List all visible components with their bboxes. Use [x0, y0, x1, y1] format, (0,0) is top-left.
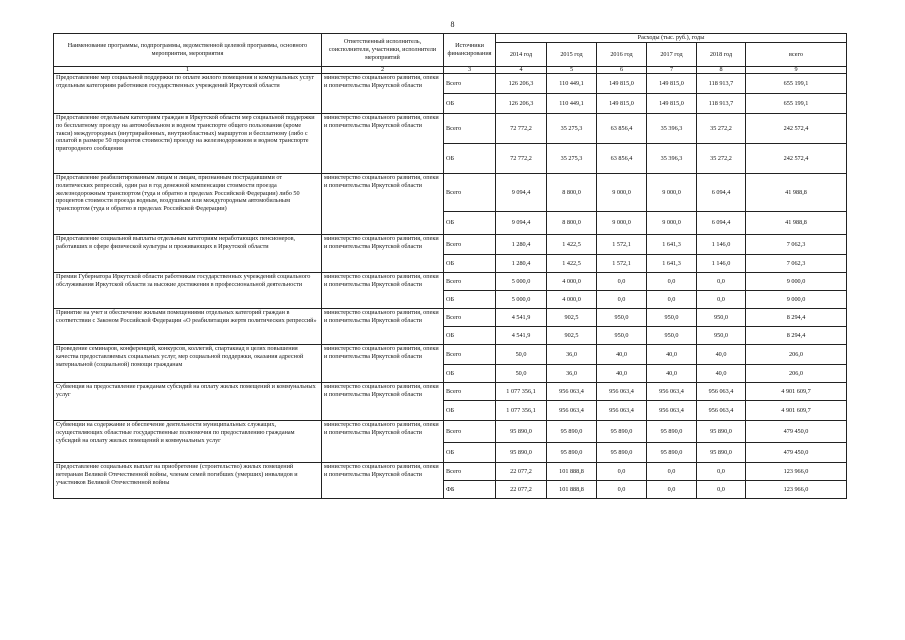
table-row — [54, 114, 847, 144]
expense-cell: 950,0 — [597, 327, 647, 345]
column-number: 4 — [496, 67, 547, 74]
executor: министерство социального развития, опеки и попечительства Иркутской области — [322, 421, 444, 463]
expense-cell: 956 063,4 — [647, 383, 697, 401]
total-cell: 41 988,8 — [746, 174, 847, 212]
expense-cell: 36,0 — [547, 365, 597, 383]
funding-source: Всего — [444, 235, 496, 255]
expense-cell: 0,0 — [647, 463, 697, 481]
funding-source: Всего — [444, 174, 496, 212]
expense-cell: 95 890,0 — [547, 421, 597, 443]
expense-cell: 40,0 — [697, 345, 746, 365]
total-cell: 41 988,8 — [746, 212, 847, 235]
expense-cell: 0,0 — [597, 481, 647, 499]
expense-cell: 950,0 — [697, 327, 746, 345]
header-year: 2015 год — [547, 43, 597, 67]
funding-source: Всего — [444, 273, 496, 291]
funding-source: Всего — [444, 383, 496, 401]
expense-cell: 40,0 — [597, 345, 647, 365]
funding-source: Всего — [444, 114, 496, 144]
expense-cell: 1 280,4 — [496, 255, 547, 273]
page-number: 8 — [450, 20, 455, 29]
executor: министерство социального развития, опеки и попечительства Иркутской области — [322, 174, 444, 235]
measure-name: Предоставление социальной выплаты отдельным категориям неработающих пенсионеров, работавших в сфере физической культуры и проживающих в Иркутской области — [54, 235, 322, 273]
expense-cell: 149 815,0 — [597, 94, 647, 114]
expense-cell: 8 800,0 — [547, 212, 597, 235]
expense-cell: 4 000,0 — [547, 273, 597, 291]
expense-cell: 950,0 — [697, 309, 746, 327]
column-number: 2 — [322, 67, 444, 74]
expense-cell: 118 913,7 — [697, 74, 746, 94]
header-year: 2018 год — [697, 43, 746, 67]
measure-name: Субвенция на предоставление гражданам субсидий на оплату жилых помещений и коммунальных услуг — [54, 383, 322, 421]
expense-cell: 902,5 — [547, 309, 597, 327]
expense-cell: 956 063,4 — [547, 401, 597, 421]
expense-cell: 0,0 — [597, 463, 647, 481]
expense-cell: 40,0 — [647, 345, 697, 365]
total-cell: 7 062,3 — [746, 235, 847, 255]
column-number: 6 — [597, 67, 647, 74]
total-cell: 9 000,0 — [746, 273, 847, 291]
header-expenses: Расходы (тыс. руб.), годы — [496, 34, 847, 43]
funding-source: ОБ — [444, 365, 496, 383]
expense-cell: 1 422,5 — [547, 235, 597, 255]
expense-cell: 956 063,4 — [647, 401, 697, 421]
total-cell: 242 572,4 — [746, 144, 847, 174]
expense-cell: 0,0 — [647, 481, 697, 499]
expense-cell: 8 800,0 — [547, 174, 597, 212]
measure-name: Премии Губернатора Иркутской области работникам государственных учреждений социального обслуживания Иркутской области за высокие достижения в профессиональной деятельности — [54, 273, 322, 309]
total-cell: 8 294,4 — [746, 327, 847, 345]
expense-cell: 1 572,1 — [597, 235, 647, 255]
funding-source: Всего — [444, 74, 496, 94]
expense-cell: 149 815,0 — [597, 74, 647, 94]
total-cell: 9 000,0 — [746, 291, 847, 309]
program-expenses-table — [53, 33, 847, 499]
total-cell: 242 572,4 — [746, 114, 847, 144]
funding-source: ОБ — [444, 144, 496, 174]
expense-cell: 35 272,2 — [697, 144, 746, 174]
expense-cell: 118 913,7 — [697, 94, 746, 114]
expense-cell: 0,0 — [697, 291, 746, 309]
total-cell: 4 901 609,7 — [746, 383, 847, 401]
expense-cell: 9 094,4 — [496, 212, 547, 235]
expense-cell: 95 890,0 — [647, 443, 697, 463]
expense-cell: 1 641,3 — [647, 255, 697, 273]
expense-cell: 950,0 — [597, 309, 647, 327]
expense-cell: 35 396,3 — [647, 114, 697, 144]
expense-cell: 126 206,3 — [496, 94, 547, 114]
expense-cell: 1 641,3 — [647, 235, 697, 255]
expense-cell: 63 856,4 — [597, 114, 647, 144]
expense-cell: 956 063,4 — [597, 383, 647, 401]
total-cell: 123 966,0 — [746, 481, 847, 499]
table-row — [54, 74, 847, 94]
header-total: всего — [746, 43, 847, 67]
expense-cell: 9 000,0 — [597, 212, 647, 235]
total-cell: 655 199,1 — [746, 74, 847, 94]
total-cell: 479 450,0 — [746, 421, 847, 443]
funding-source: ОБ — [444, 255, 496, 273]
expense-cell: 0,0 — [647, 273, 697, 291]
expense-cell: 1 146,0 — [697, 235, 746, 255]
header-executor: Ответственный исполнитель, соисполнители, участники, исполнители мероприятий — [322, 34, 444, 67]
expense-cell: 6 094,4 — [697, 174, 746, 212]
measure-name: Субвенции на содержание и обеспечение деятельности муниципальных служащих, осуществляющих областные государственные полномочия по предоставлению гражданам субсидий на оплату жилых помещений и коммунальных услуг — [54, 421, 322, 463]
expense-cell: 9 000,0 — [647, 212, 697, 235]
expense-cell: 5 000,0 — [496, 291, 547, 309]
expense-cell: 63 856,4 — [597, 144, 647, 174]
executor: министерство социального развития, опеки и попечительства Иркутской области — [322, 309, 444, 345]
expense-cell: 95 890,0 — [496, 421, 547, 443]
expense-cell: 149 815,0 — [647, 94, 697, 114]
expense-cell: 4 541,9 — [496, 327, 547, 345]
expense-cell: 149 815,0 — [647, 74, 697, 94]
executor: министерство социального развития, опеки и попечительства Иркутской области — [322, 74, 444, 114]
expense-cell: 1 280,4 — [496, 235, 547, 255]
total-cell: 206,0 — [746, 365, 847, 383]
funding-source: ОБ — [444, 291, 496, 309]
expense-cell: 9 000,0 — [597, 174, 647, 212]
header-year: 2017 год — [647, 43, 697, 67]
expense-cell: 95 890,0 — [697, 421, 746, 443]
expense-cell: 35 396,3 — [647, 144, 697, 174]
expense-cell: 101 888,8 — [547, 481, 597, 499]
table-row — [54, 273, 847, 291]
executor: министерство социального развития, опеки и попечительства Иркутской области — [322, 273, 444, 309]
expense-cell: 902,5 — [547, 327, 597, 345]
measure-name: Предоставление социальных выплат на приобретение (строительство) жилых помещений ветеранам Великой Отечественной войны, членам семей погибших (умерших) инвалидов и участников Великой Отечественной войны — [54, 463, 322, 499]
expense-cell: 0,0 — [597, 273, 647, 291]
funding-source: ФБ — [444, 481, 496, 499]
total-cell: 4 901 609,7 — [746, 401, 847, 421]
measure-name: Предоставление мер социальной поддержки по оплате жилого помещения и коммунальных услуг отдельным категориям работников государственных учреждений Иркутской области — [54, 74, 322, 114]
column-number: 8 — [697, 67, 746, 74]
expense-cell: 1 572,1 — [597, 255, 647, 273]
header-name: Наименование программы, подпрограммы, ведомственной целевой программы, основного мероприятия, мероприятия — [54, 34, 322, 67]
executor: министерство социального развития, опеки и попечительства Иркутской области — [322, 235, 444, 273]
expense-cell: 0,0 — [647, 291, 697, 309]
funding-source: Всего — [444, 309, 496, 327]
expense-cell: 950,0 — [647, 309, 697, 327]
column-number: 7 — [647, 67, 697, 74]
measure-name: Принятие на учет и обеспечение жилыми помещениями отдельных категорий граждан в соответствии с Законом Российской Федерации «О реабилитации жертв политических репрессий» — [54, 309, 322, 345]
expense-cell: 9 000,0 — [647, 174, 697, 212]
expense-cell: 950,0 — [647, 327, 697, 345]
expense-cell: 40,0 — [647, 365, 697, 383]
expense-cell: 72 772,2 — [496, 144, 547, 174]
table-row — [54, 235, 847, 255]
expense-cell: 1 077 356,1 — [496, 383, 547, 401]
table-row — [54, 345, 847, 365]
executor: министерство социального развития, опеки и попечительства Иркутской области — [322, 383, 444, 421]
executor: министерство социального развития, опеки и попечительства Иркутской области — [322, 114, 444, 174]
table-row — [54, 383, 847, 401]
expense-cell: 50,0 — [496, 365, 547, 383]
expense-cell: 126 206,3 — [496, 74, 547, 94]
expense-cell: 95 890,0 — [547, 443, 597, 463]
table-row — [54, 309, 847, 327]
funding-source: Всего — [444, 345, 496, 365]
expense-cell: 95 890,0 — [647, 421, 697, 443]
expense-cell: 956 063,4 — [697, 383, 746, 401]
expense-cell: 72 772,2 — [496, 114, 547, 144]
expense-cell: 956 063,4 — [697, 401, 746, 421]
expense-cell: 1 146,0 — [697, 255, 746, 273]
table-row — [54, 463, 847, 481]
measure-name: Предоставление отдельным категориям граждан в Иркутской области мер социальной поддержки по бесплатному проезду на автомобильном и водном транспорте общего пользования (кроме такси) междугородных (внутрирайонных, внутриобластных) маршрутов и бесплатному (либо с оплатой в размере 50 процентов стоимости) проезду на железнодорожном и водном транспорте пригородного сообщения — [54, 114, 322, 174]
funding-source: ОБ — [444, 443, 496, 463]
expense-cell: 956 063,4 — [597, 401, 647, 421]
funding-source: Всего — [444, 463, 496, 481]
expense-cell: 110 449,1 — [547, 94, 597, 114]
expense-cell: 22 077,2 — [496, 463, 547, 481]
column-number-row — [54, 67, 847, 74]
expense-cell: 4 000,0 — [547, 291, 597, 309]
expense-cell: 101 888,8 — [547, 463, 597, 481]
expense-cell: 0,0 — [697, 463, 746, 481]
expense-cell: 1 422,5 — [547, 255, 597, 273]
expense-cell: 0,0 — [697, 273, 746, 291]
expense-cell: 95 890,0 — [697, 443, 746, 463]
header-year: 2016 год — [597, 43, 647, 67]
expense-cell: 5 000,0 — [496, 273, 547, 291]
table-row — [54, 421, 847, 443]
expense-cell: 35 275,3 — [547, 144, 597, 174]
measure-name: Предоставление реабилитированным лицам и лицам, признанным пострадавшими от политических репрессий, один раз в год денежной компенсации стоимости проезда железнодорожным транспортом (туда и обратно в пределах Российской Федерации) либо 50 процентов стоимости проезда водным, воздушным или междугородным автомобильным транспортом (туда и обратно в пределах Российской Федерации) — [54, 174, 322, 235]
expense-cell: 35 275,3 — [547, 114, 597, 144]
expense-cell: 22 077,2 — [496, 481, 547, 499]
header-year: 2014 год — [496, 43, 547, 67]
measure-name: Проведение семинаров, конференций, конкурсов, коллегий, спартакиад в целях повышения качества предоставляемых социальных услуг, мер социальной поддержки, оказания адресной материальной (социальной) помощи гражданам — [54, 345, 322, 383]
expense-cell: 95 890,0 — [597, 421, 647, 443]
expense-cell: 9 094,4 — [496, 174, 547, 212]
table-row — [54, 174, 847, 212]
expense-cell: 35 272,2 — [697, 114, 746, 144]
total-cell: 479 450,0 — [746, 443, 847, 463]
expense-cell: 956 063,4 — [547, 383, 597, 401]
expense-cell: 95 890,0 — [597, 443, 647, 463]
column-number: 5 — [547, 67, 597, 74]
column-number: 9 — [746, 67, 847, 74]
total-cell: 206,0 — [746, 345, 847, 365]
funding-source: ОБ — [444, 327, 496, 345]
expense-cell: 40,0 — [697, 365, 746, 383]
executor: министерство социального развития, опеки и попечительства Иркутской области — [322, 463, 444, 499]
expense-cell: 6 094,4 — [697, 212, 746, 235]
table-body — [54, 74, 847, 499]
total-cell: 8 294,4 — [746, 309, 847, 327]
total-cell: 655 199,1 — [746, 94, 847, 114]
funding-source: ОБ — [444, 401, 496, 421]
funding-source: Всего — [444, 421, 496, 443]
expense-cell: 110 449,1 — [547, 74, 597, 94]
expense-cell: 0,0 — [597, 291, 647, 309]
funding-source: ОБ — [444, 94, 496, 114]
expense-cell: 40,0 — [597, 365, 647, 383]
total-cell: 123 966,0 — [746, 463, 847, 481]
funding-source: ОБ — [444, 212, 496, 235]
expense-cell: 1 077 356,1 — [496, 401, 547, 421]
expense-cell: 0,0 — [697, 481, 746, 499]
executor: министерство социального развития, опеки и попечительства Иркутской области — [322, 345, 444, 383]
expense-cell: 4 541,9 — [496, 309, 547, 327]
expense-cell: 95 890,0 — [496, 443, 547, 463]
total-cell: 7 062,3 — [746, 255, 847, 273]
expense-cell: 50,0 — [496, 345, 547, 365]
column-number: 3 — [444, 67, 496, 74]
column-number: 1 — [54, 67, 322, 74]
header-source: Источники финансирования — [444, 34, 496, 67]
expense-cell: 36,0 — [547, 345, 597, 365]
